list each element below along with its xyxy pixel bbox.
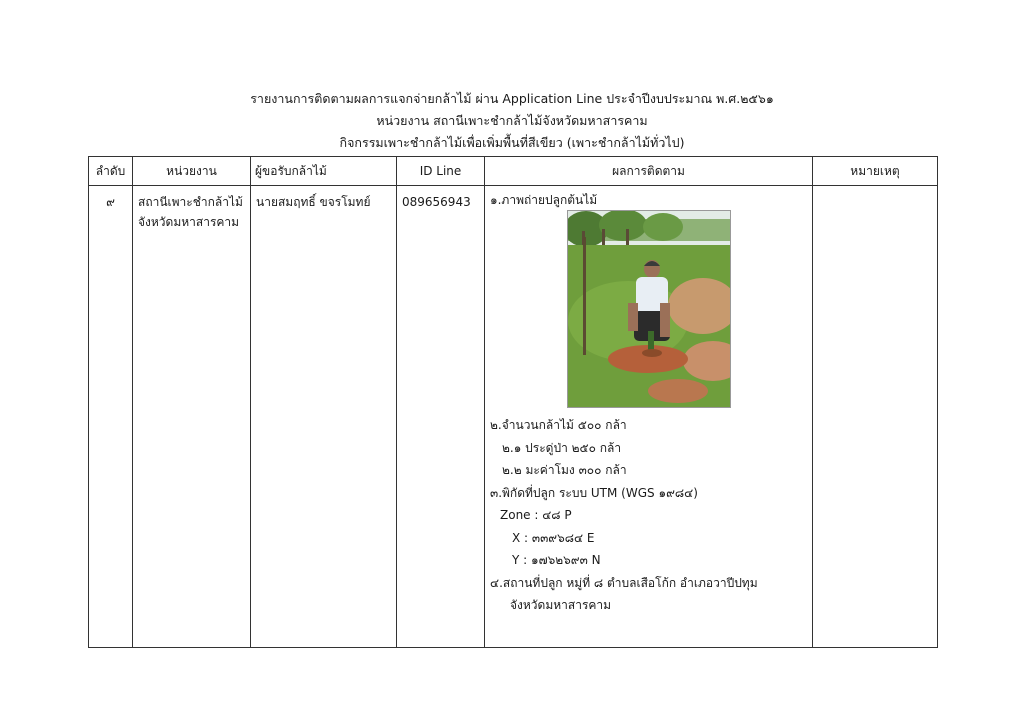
result-location-1: ๔.สถานที่ปลูก หมู่ที่ ๘ ตำบลเสือโก้ก อำเภอวาปีปทุม bbox=[490, 575, 758, 590]
report-title: รายงานการติดตามผลการแจกจ่ายกล้าไม้ ผ่าน Application Line ประจำปีงบประมาณ พ.ศ.๒๕๖๑ bbox=[250, 91, 774, 106]
result-y: Y : ๑๗๖๒๖๙๓ N bbox=[512, 553, 601, 567]
report-titles bbox=[0, 88, 1024, 154]
result-location-2: จังหวัดมหาสารคาม bbox=[510, 598, 612, 612]
report-table bbox=[88, 156, 938, 648]
result-item-2: ๒.๒ มะค่าโมง ๓๐๐ กล้า bbox=[502, 463, 627, 477]
header-result: ผลการติดตาม bbox=[485, 157, 813, 186]
result-count: ๒.จำนวนกล้าไม้ ๕๐๐ กล้า bbox=[490, 418, 627, 432]
cell-agency bbox=[133, 186, 251, 648]
agency-line-2: จังหวัดมหาสารคาม bbox=[138, 215, 240, 229]
table-row bbox=[89, 186, 938, 648]
result-x: X : ๓๓๙๖๘๔ E bbox=[512, 530, 595, 545]
header-agency: หน่วยงาน bbox=[133, 157, 251, 186]
cell-result bbox=[485, 186, 813, 648]
result-item-1: ๒.๑ ประดู่ป่า ๒๕๐ กล้า bbox=[502, 440, 622, 455]
report-activity: กิจกรรมเพาะชำกล้าไม้เพื่อเพิ่มพื้นที่สีเขียว (เพาะชำกล้าไม้ทั่วไป) bbox=[339, 135, 685, 150]
header-no: ลำดับ bbox=[89, 157, 133, 186]
cell-no: ๙ bbox=[89, 186, 133, 648]
report-agency: หน่วยงาน สถานีเพาะชำกล้าไม้จังหวัดมหาสารคาม bbox=[376, 113, 648, 128]
result-zone: Zone : ๔๘ P bbox=[500, 508, 572, 522]
header-recipient: ผู้ขอรับกล้าไม้ bbox=[251, 157, 397, 186]
table-header-row bbox=[89, 157, 938, 186]
result-photo-label: ๑.ภาพถ่ายปลูกต้นไม้ bbox=[490, 193, 598, 207]
header-remark: หมายเหตุ bbox=[813, 157, 938, 186]
result-coord-title: ๓.พิกัดที่ปลูก ระบบ UTM (WGS ๑๙๘๔) bbox=[490, 485, 698, 500]
header-line-id: ID Line bbox=[397, 157, 485, 186]
agency-line-1: สถานีเพาะชำกล้าไม้ bbox=[138, 195, 243, 209]
cell-remark bbox=[813, 186, 938, 648]
cell-line-id: 089656943 bbox=[397, 186, 485, 648]
cell-recipient: นายสมฤทธิ์ ขจรโมทย์ bbox=[251, 186, 397, 648]
planting-photo-icon bbox=[567, 210, 731, 408]
